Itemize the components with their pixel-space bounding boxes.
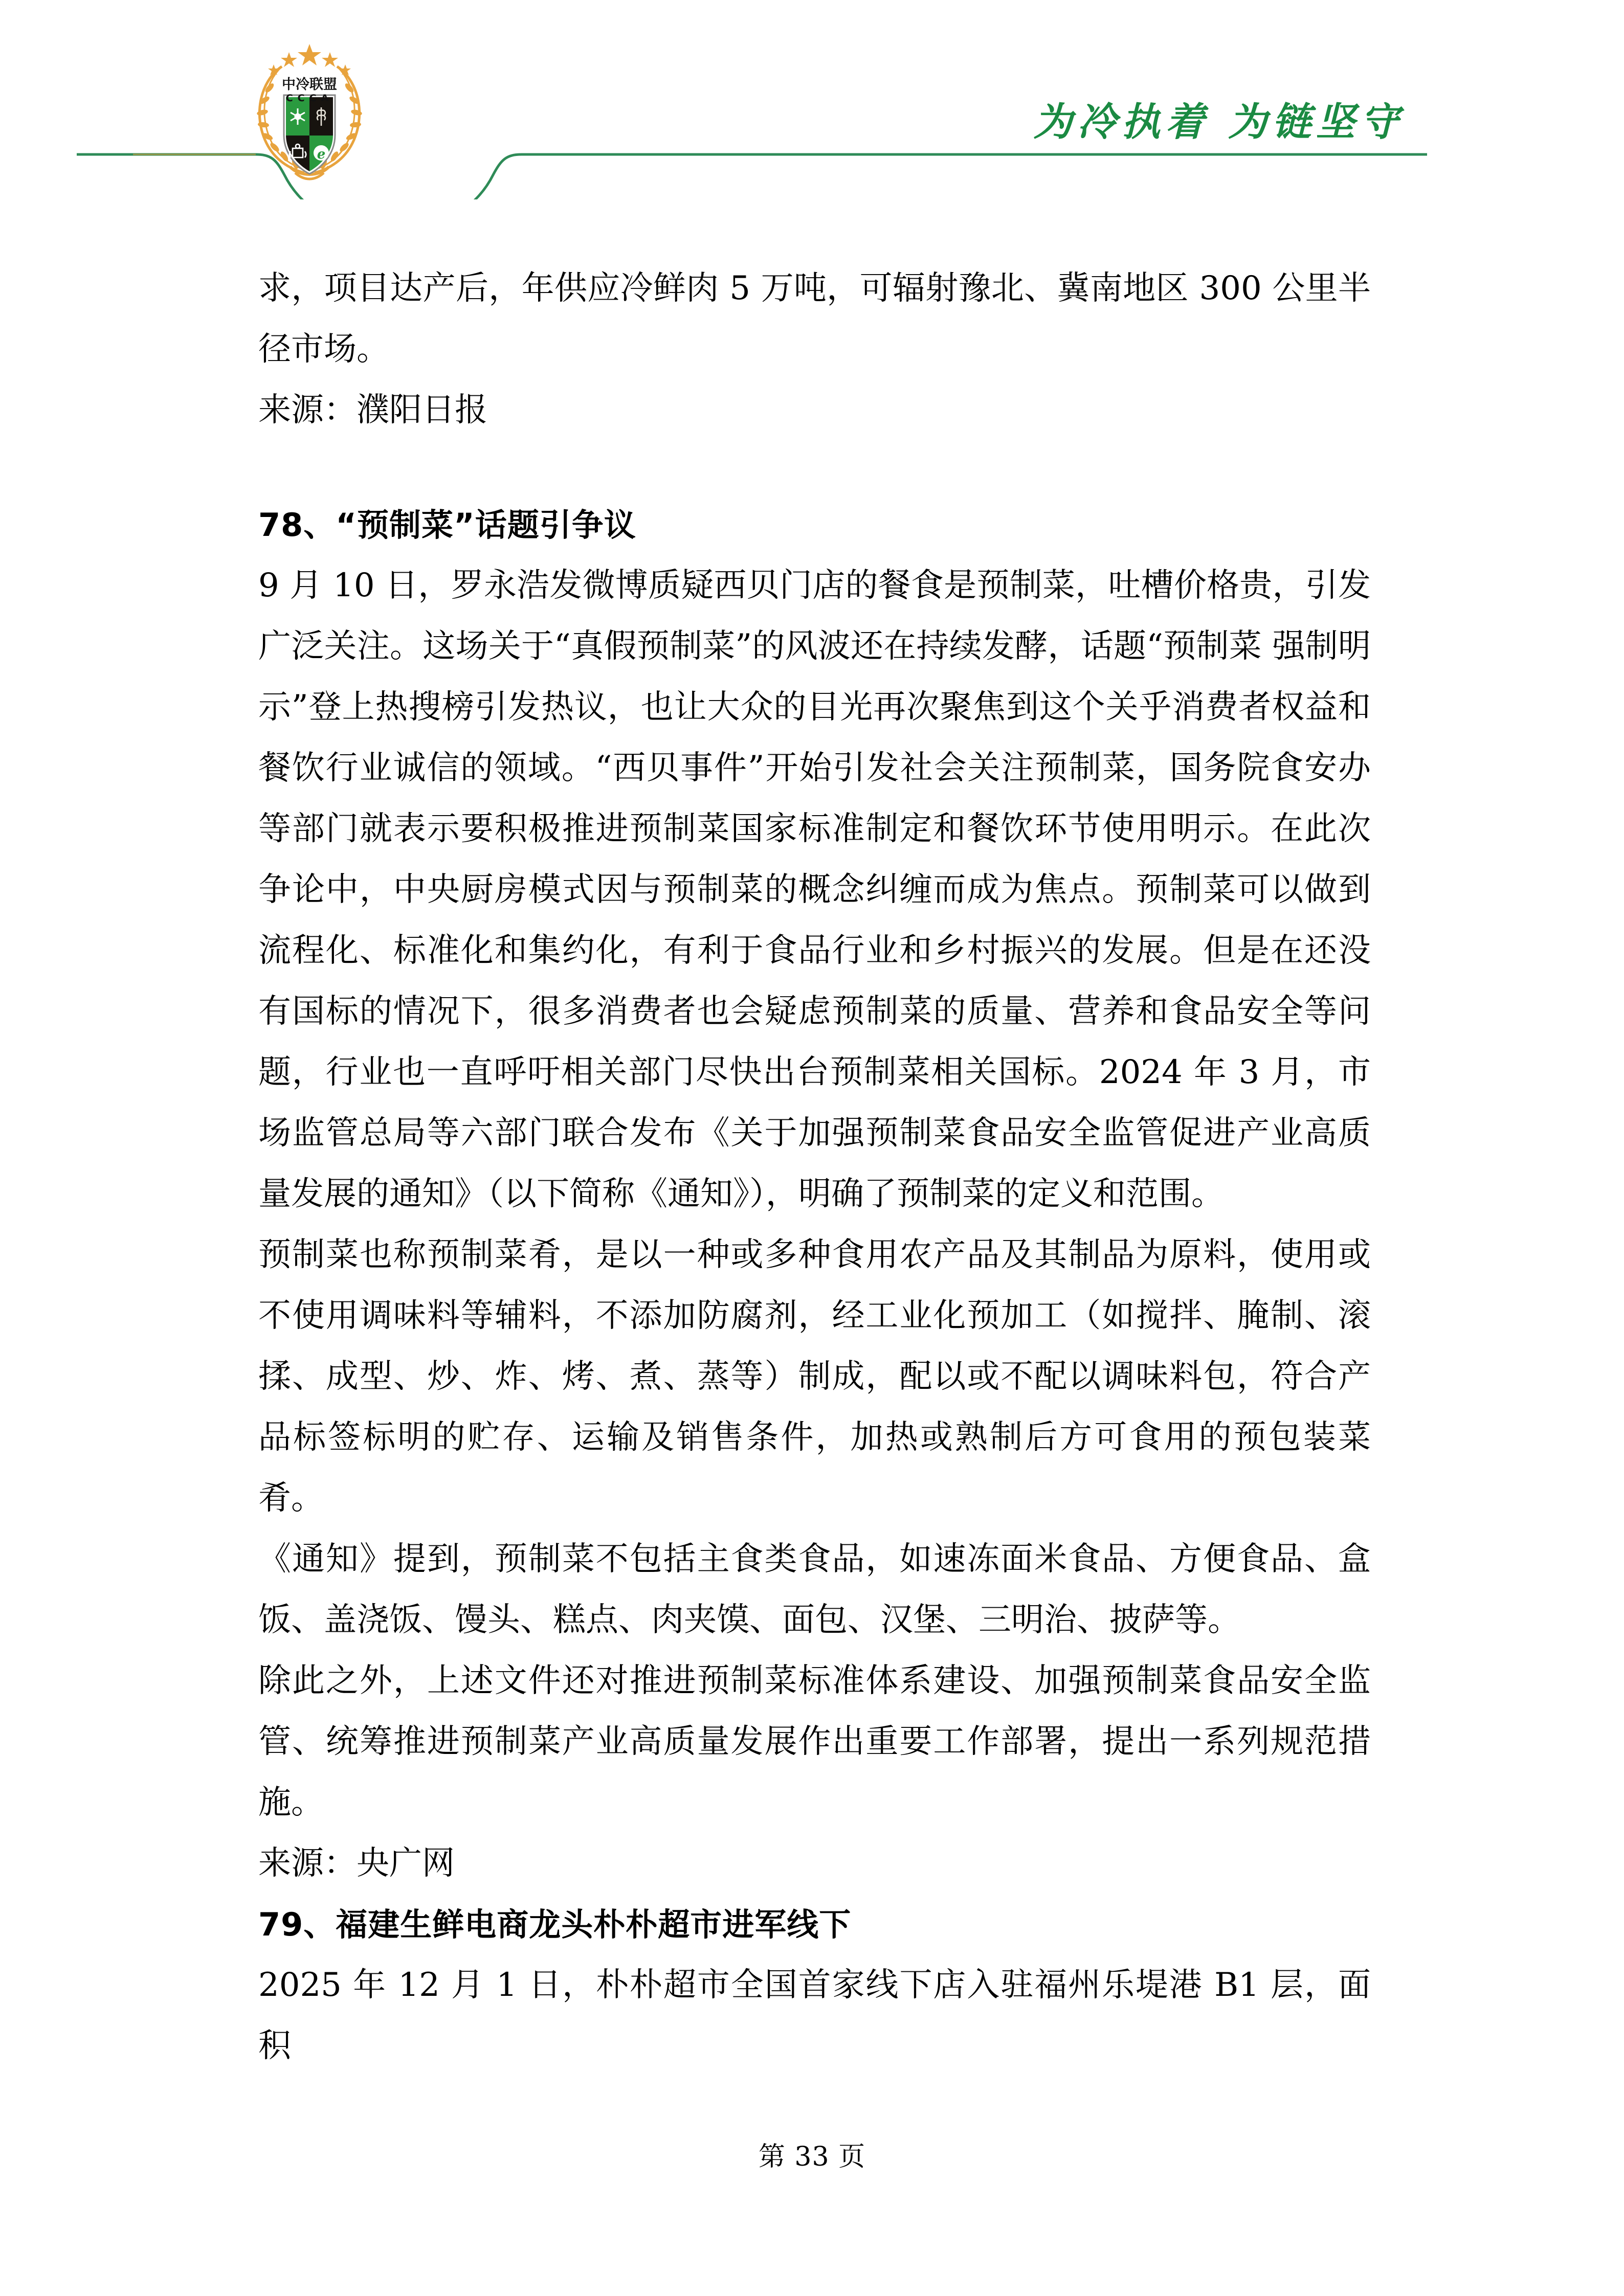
logo-abbrev-text: CCCA (285, 93, 333, 104)
source-line-1: 来源：濮阳日报 (258, 391, 487, 429)
logo-chinese-text: 中冷联盟 (282, 77, 337, 93)
paragraph-78-3: 《通知》提到，预制菜不包括主食类食品，如速冻面米食品、方便食品、盒饭、盖浇饭、馒头、糕点、肉夹馍、面包、汉堡、三明治、披萨等。 (258, 1540, 1371, 1639)
section-heading-79: 79、福建生鲜电商龙头朴朴超市进军线下 (258, 1906, 852, 1943)
document-body (258, 258, 1371, 2077)
paragraph-78-4: 除此之外，上述文件还对推进预制菜标准体系建设、加强预制菜食品安全监管、统筹推进预制菜产业高质量发展作出重要工作部署，提出一系列规范措施。 (258, 1662, 1371, 1821)
paragraph-78-1: 9 月 10 日，罗永浩发微博质疑西贝门店的餐食是预制菜，吐槽价格贵，引发广泛关注。这场关于“真假预制菜”的风波还在持续发酵，话题“预制菜 强制明示”登上热搜榜引发热议，也让大众的目光再次聚焦到这个关乎消费者权益和餐饮行业诚信的领域。“西贝事件”开始引发社会关注预制菜，国务院食安办等部门就表示要积极推进预制菜国家标准制定和餐饮环节使用明示。在此次争论中，中央厨房模式因与预制菜的概念纠缠而成为焦点。预制菜可以做到流程化、标准化和集约化，有利于食品行业和乡村振兴的发展。但是在还没有国标的情况下，很多消费者也会疑虑预制菜的质量、营养和食品安全等问题，行业也一直呼吁相关部门尽快出台预制菜相关国标。2024 年 3 月，市场监管总局等六部门联合发布《关于加强预制菜食品安全监管促进产业高质量发展的通知》（以下简称《通知》），明确了预制菜的定义和范围。 (258, 567, 1371, 1213)
page-header (0, 0, 1624, 199)
organization-logo (233, 35, 386, 188)
section-gap (258, 441, 1371, 494)
header-slogan: 为冷执着 为链坚守 (1033, 99, 1404, 145)
page-number: 第 33 页 (758, 2142, 866, 2172)
crest-icon (233, 35, 386, 188)
paragraph-continued: 求，项目达产后，年供应冷鲜肉 5 万吨，可辐射豫北、冀南地区 300 公里半径市场。 (258, 269, 1371, 368)
source-line-2: 来源：央广网 (258, 1844, 455, 1882)
stars-icon (268, 44, 351, 75)
section-heading-78: 78、“预制菜”话题引争议 (258, 506, 636, 544)
page-footer (0, 2135, 1624, 2173)
svg-text:e: e (317, 147, 326, 162)
paragraph-79-1: 2025 年 12 月 1 日，朴朴超市全国首家线下店入驻福州乐堤港 B1 层，面积 (258, 1966, 1371, 2065)
paragraph-78-2: 预制菜也称预制菜肴，是以一种或多种食用农产品及其制品为原料，使用或不使用调味料等辅料，不添加防腐剂，经工业化预加工（如搅拌、腌制、滚揉、成型、炒、炸、烤、煮、蒸等）制成，配以或不配以调味料包，符合产品标签标明的贮存、运输及销售条件，加热或熟制后方可食用的预包装菜肴。 (258, 1236, 1371, 1517)
